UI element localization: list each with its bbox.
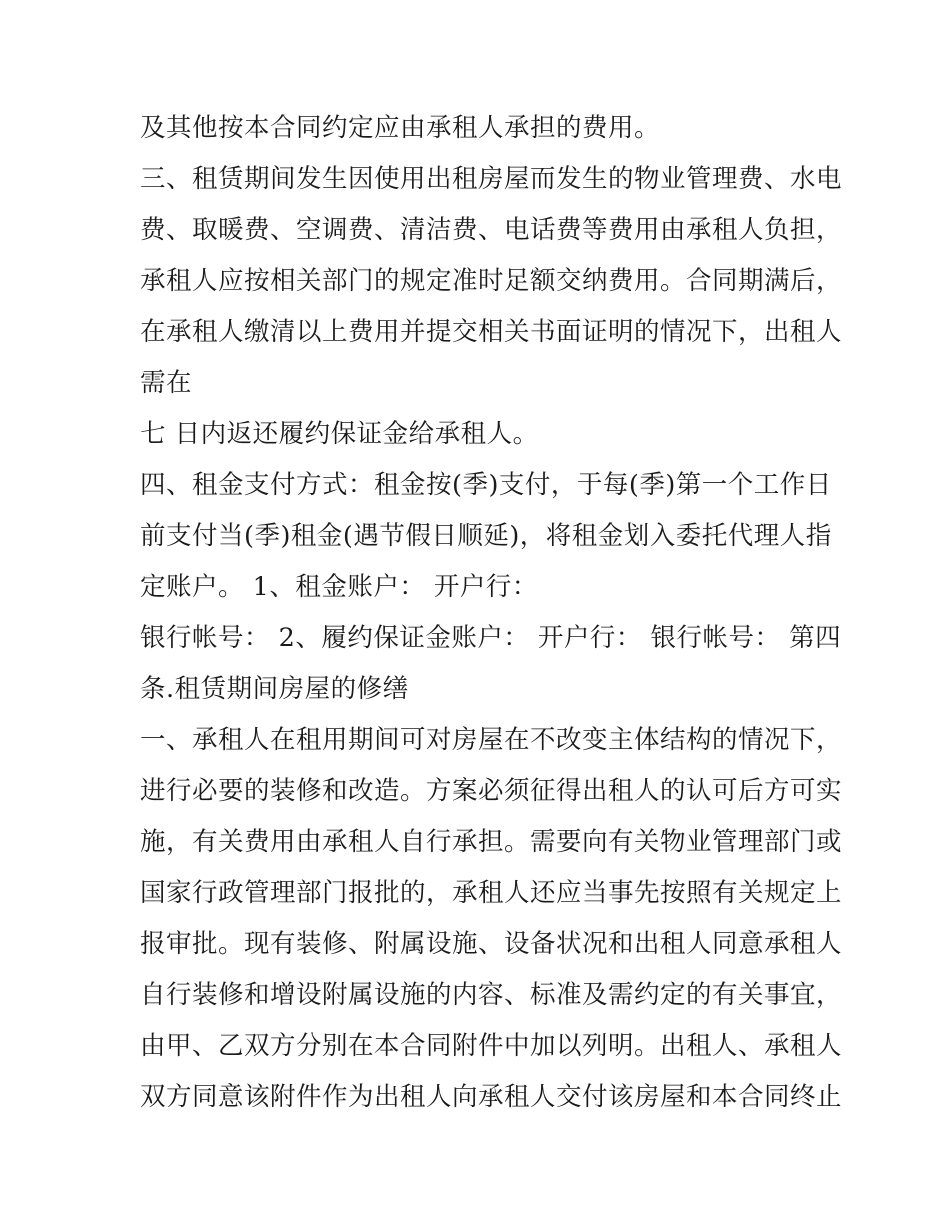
- text-line: 定账户。 1、租金账户： 开户行：: [140, 572, 538, 602]
- text-line: 三、租赁期间发生因使用出租房屋而发生的物业管理费、水电: [140, 164, 843, 194]
- text-line: 七 日内返还履约保证金给承租人。: [140, 419, 539, 449]
- text-line: 由甲、乙双方分别在本合同附件中加以列明。出租人、承租人: [140, 1031, 843, 1061]
- text-line: 双方同意该附件作为出租人向承租人交付该房屋和本合同终止: [140, 1082, 843, 1112]
- text-line: 施，有关费用由承租人自行承担。需要向有关物业管理部门或: [140, 827, 843, 857]
- text-line: 一、承租人在租用期间可对房屋在不改变主体结构的情况下，: [140, 725, 843, 755]
- text-line: 承租人应按相关部门的规定准时足额交纳费用。合同期满后，: [140, 266, 843, 296]
- text-line: 进行必要的装修和改造。方案必须征得出租人的认可后方可实: [140, 776, 843, 806]
- text-line: 在承租人缴清以上费用并提交相关书面证明的情况下，出租人: [140, 317, 843, 347]
- text-line: 报审批。现有装修、附属设施、设备状况和出租人同意承租人: [140, 929, 843, 959]
- text-line: 条.租赁期间房屋的修缮: [140, 674, 409, 704]
- text-line: 前支付当(季)租金(遇节假日顺延)，将租金划入委托代理人指: [140, 521, 832, 551]
- text-line: 银行帐号： 2、履约保证金账户： 开户行： 银行帐号： 第四: [140, 623, 842, 653]
- contract-text-body: [140, 103, 843, 1123]
- text-line: 国家行政管理部门报批的，承租人还应当事先按照有关规定上: [140, 878, 843, 908]
- text-line: 需在: [140, 368, 193, 398]
- text-line: 四、租金支付方式：租金按(季)支付，于每(季)第一个工作日: [140, 470, 832, 500]
- text-line: 及其他按本合同约定应由承租人承担的费用。: [140, 113, 661, 143]
- text-line: 费、取暖费、空调费、清洁费、电话费等费用由承租人负担，: [140, 215, 843, 245]
- text-line: 自行装修和增设附属设施的内容、标准及需约定的有关事宜，: [140, 980, 843, 1010]
